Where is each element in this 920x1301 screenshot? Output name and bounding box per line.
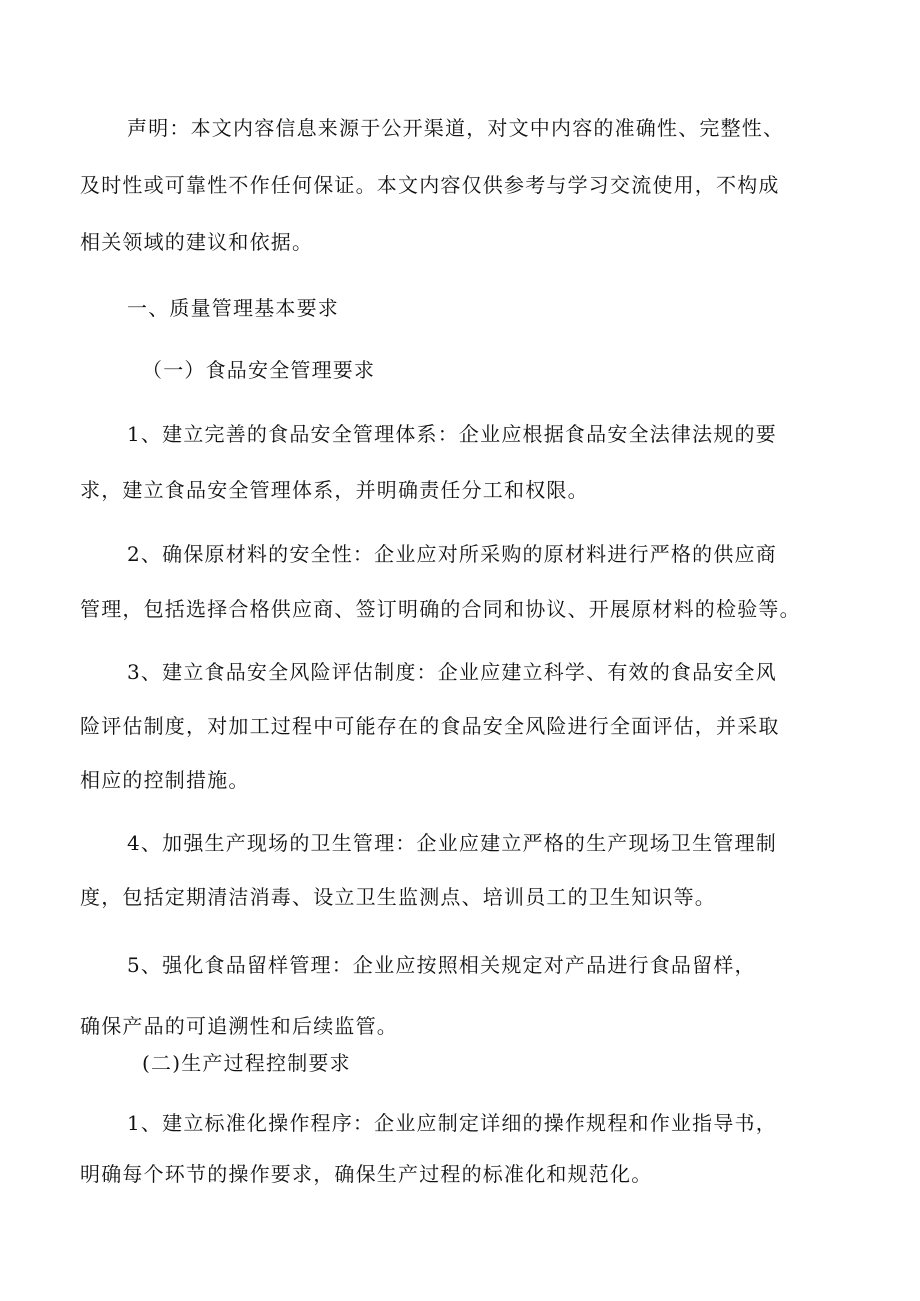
item-4-line-2: 度，包括定期清洁消毒、设立卫生监测点、培训员工的卫生知识等。 [80, 885, 716, 909]
item-4-line-1: 4、加强生产现场的卫生管理：企业应建立严格的生产现场卫生管理制 [127, 831, 777, 855]
item-3-line-1: 3、建立食品安全风险评估制度：企业应建立科学、有效的食品安全风 [127, 660, 777, 684]
disclaimer-line-1: 声明：本文内容信息来源于公开渠道，对文中内容的准确性、完整性、 [127, 116, 785, 140]
process-item-1-line-2: 明确每个环节的操作要求，确保生产过程的标准化和规范化。 [80, 1162, 653, 1186]
item-2-line-1: 2、确保原材料的安全性：企业应对所采购的原材料进行严格的供应商 [127, 542, 777, 566]
item-5-line-1: 5、强化食品留样管理：企业应按照相关规定对产品进行食品留样， [127, 953, 756, 977]
disclaimer-line-2: 及时性或可靠性不作任何保证。本文内容仅供参考与学习交流使用，不构成 [80, 173, 780, 197]
subsection-heading-production-process: (二)生产过程控制要求 [142, 1051, 351, 1075]
item-1-line-1: 1、建立完善的食品安全管理体系：企业应根据食品安全法律法规的要 [127, 422, 777, 446]
item-2-line-2: 管理，包括选择合格供应商、签订明确的合同和协议、开展原材料的检验等。 [80, 597, 801, 621]
item-1-line-2: 求，建立食品安全管理体系，并明确责任分工和权限。 [80, 478, 589, 502]
disclaimer-line-3: 相关领域的建议和依据。 [80, 230, 314, 254]
process-item-1-line-1: 1、建立标准化操作程序：企业应制定详细的操作规程和作业指导书， [127, 1111, 777, 1135]
item-3-line-2: 险评估制度，对加工过程中可能存在的食品安全风险进行全面评估，并采取 [80, 714, 780, 738]
item-3-line-3: 相应的控制措施。 [80, 768, 250, 792]
section-heading-quality-management: 一、质量管理基本要求 [127, 296, 339, 320]
item-5-line-2: 确保产品的可追溯性和后续监管。 [80, 1014, 398, 1038]
subsection-heading-food-safety: （一）食品安全管理要求 [142, 358, 376, 382]
